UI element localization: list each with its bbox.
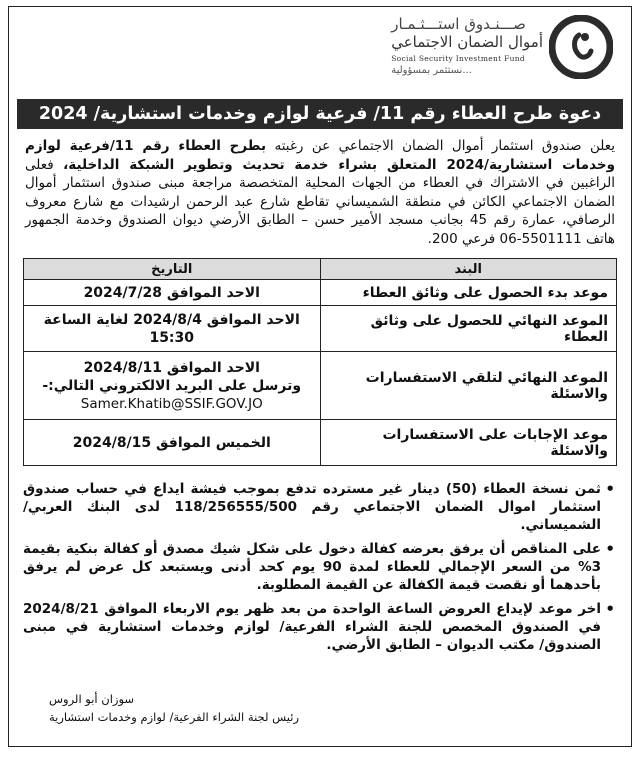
fund-logo: [391, 15, 613, 79]
row-date: الاحد الموافق 2024/7/28: [24, 280, 321, 306]
row-date: الاحد الموافق 2024/8/4 لغاية الساعة 15:30: [24, 306, 321, 352]
logo-line-1: صـــنـدوق استـــثـمـار: [391, 15, 526, 33]
logo-line-2: أموال الضمان الاجتماعي: [391, 33, 543, 51]
list-item: • على المناقص أن يرفق بعرضه كفالة دخول على شكل شيك مصدق أو كفالة بنكية بقيمة 3% من السعر الإجمالي للعطاء لمدة 90 يوم كحد أدنى ويستبعد كل عرض لم يرفق بأحدهما أو نقصت قيمة الكفالة عن القيمة المطلوبة.: [23, 540, 601, 594]
row-item: موعد بدء الحصول على وثائق العطاء: [320, 280, 617, 306]
list-item: • اخر موعد لإيداع العروض الساعة الواحدة من بعد ظهر يوم الاربعاء الموافق 2024/8/21 في الصندوق المخصص للجنة الشراء الفرعية/ لوازم وخدمات استشارية في مبنى الصندوق/ مكتب الديوان – الطابق الأرضي.: [23, 600, 601, 654]
row-item: موعد الإجابات على الاستفسارات والاسئلة: [320, 420, 617, 466]
signatory-title: رئيس لجنة الشراء الفرعية/ لوازم وخدمات استشارية: [49, 710, 300, 724]
schedule-table: [23, 258, 617, 466]
table-row: [24, 280, 617, 306]
signature-block: [49, 690, 299, 726]
tender-notice: [8, 6, 632, 747]
row-item: الموعد النهائي للحصول على وثائق العطاء: [320, 306, 617, 352]
intro-paragraph: [25, 137, 615, 248]
contact-email-link[interactable]: Samer.Khatib@SSIF.GOV.JO: [80, 395, 263, 412]
terms-list: [23, 480, 617, 654]
row-item: الموعد النهائي لتلقي الاستفسارات والاسئلة: [320, 352, 617, 420]
list-item: • ثمن نسخة العطاء (50) دينار غير مسترده تدفع بموجب فيشة ايداع في حساب صندوق استثمار اموال الضمان الاجتماعي رقم 118/256555/500 لدى البنك العربي/ الشميساني.: [23, 480, 601, 534]
table-header-row: [24, 259, 617, 280]
table-row: [24, 306, 617, 352]
header-item: البند: [320, 259, 617, 280]
notice-title: دعوة طرح العطاء رقم 11/ فرعية لوازم وخدمات استشارية/ 2024: [17, 99, 623, 129]
fund-emblem-icon: [549, 15, 613, 79]
signatory-name: سوزان أبو الروس: [49, 692, 135, 706]
logo-line-english: Social Security Investment Fund: [391, 54, 526, 63]
header: [23, 15, 617, 99]
intro-text-bold: بطرح العطاء رقم 11/فرعية لوازم وخدمات استشارية/2024 المتعلق بشراء خدمة تحديث وتطوير الشبكة الداخلية،: [25, 138, 615, 173]
row-date: الخميس الموافق 2024/8/15: [24, 420, 321, 466]
row-date: [24, 352, 321, 420]
table-row: [24, 420, 617, 466]
intro-text-2: فعلى الراغبين في الاشتراك في العطاء من الجهات المحلية المتخصصة مراجعة مبنى صندوق استثمار أموال الضمان الاجتماعي الكائن في منطقة الشميساني تقاطع شارع عبد الرحمن ارشيدات مع شارع معروف الرصافي، عمارة رقم 45 بجانب مسجد الأمير حسن – الطابق الأرضي ديوان الصندوق وخدمة الجمهور هاتف 5501111-06 فرعي 200.: [25, 156, 615, 247]
row-date-line-2: وترسل على البريد الالكتروني التالي:-: [42, 377, 302, 394]
header-date: التاريخ: [24, 259, 321, 280]
row-date-line-1: الاحد الموافق 2024/8/11: [83, 359, 260, 376]
table-row: [24, 352, 617, 420]
intro-text-1: يعلن صندوق استثمار أموال الضمان الاجتماعي عن رغبته: [266, 138, 615, 154]
logo-slogan: ...نستثمر بمسؤولية: [391, 65, 472, 76]
